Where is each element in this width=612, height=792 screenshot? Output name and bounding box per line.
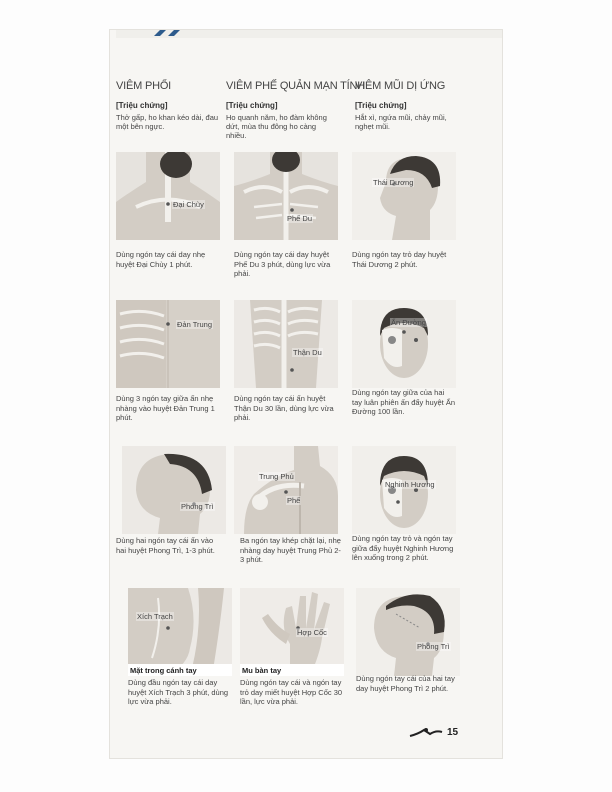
acupoint-label: Hợp Cốc xyxy=(297,628,327,637)
acupoint-label: Thận Du xyxy=(293,348,322,357)
instruction-caption: Dùng ngón tay cái của hai tay day huyệt Phong Trì 2 phút. xyxy=(356,674,455,693)
illustration-thai-duong xyxy=(352,152,456,240)
instruction-caption: Dùng ngón tay giữa của hai tay luân phiên ấn đẩy huyệt Ấn Đường 100 lần. xyxy=(352,388,455,416)
acupoint-label: Thái Dương xyxy=(373,178,414,187)
illustration-phe-du xyxy=(234,152,338,240)
illustration-dai-chuy xyxy=(116,152,220,240)
shoulder-chest-figure xyxy=(234,446,338,534)
upper-back-figure xyxy=(234,152,338,240)
acupoint-label: Xích Trạch xyxy=(137,612,173,621)
instruction-caption: Dùng ngón tay cái ấn huyệt Thận Du 30 lần, dùng lực vừa phải. xyxy=(234,394,334,422)
illustration-xich-trach xyxy=(128,588,232,676)
instruction-caption: Dùng ngón tay trỏ day huyệt Thái Dương 2 phút. xyxy=(352,250,447,269)
illustration-an-duong xyxy=(352,300,456,388)
acupoint-label: Phế Du xyxy=(287,214,313,223)
face-front-figure xyxy=(352,300,456,388)
inner-arm-figure xyxy=(128,588,232,676)
illustration-hop-coc xyxy=(240,588,344,676)
illustration-phong-tri-2 xyxy=(356,588,460,676)
column-title-viem-mui: VIÊM MŨI DỊ ỨNG xyxy=(355,80,446,92)
symptom-text: Thở gấp, ho khan kéo dài, đau một bên ngực. xyxy=(116,113,219,131)
acupoint-label: Trung Phủ xyxy=(259,472,294,481)
acupoint-label: Ấn Đường xyxy=(391,318,426,327)
illustration-trung-phu xyxy=(234,446,338,534)
acupoint-label: Phong Trì xyxy=(417,642,450,651)
hand-back-figure xyxy=(240,588,344,676)
column-title-viem-phe-quan: VIÊM PHẾ QUẢN MẠN TÍNH xyxy=(226,80,366,92)
symptom-text: Hắt xì, ngứa mũi, chảy mũi, nghẹt mũi. xyxy=(355,113,447,131)
instruction-caption: Ba ngón tay khép chặt lại, nhẹ nhàng day huyệt Trung Phủ 2-3 phút. xyxy=(240,536,341,564)
instruction-caption: Dùng ngón tay cái day huyệt Phế Du 3 phút, dùng lực vừa phải. xyxy=(234,250,331,278)
page-footer-ornament-icon xyxy=(408,724,444,740)
column-title-viem-phoi: VIÊM PHỔI xyxy=(116,80,172,92)
head-side-figure xyxy=(352,152,456,240)
acupoint-label: Phong Trì xyxy=(181,502,214,511)
chest-figure xyxy=(116,300,220,388)
lower-back-figure xyxy=(234,300,338,388)
illustration-than-du xyxy=(234,300,338,388)
illustration-phong-tri xyxy=(122,446,226,534)
instruction-caption: Dùng hai ngón tay cái ấn vào hai huyệt Phong Trì, 1-3 phút. xyxy=(116,536,215,555)
symptom-heading: [Triệu chứng] xyxy=(226,101,278,110)
acupoint-label: Đại Chùy xyxy=(173,200,204,209)
face-front-figure xyxy=(352,446,456,534)
illustration-dan-trung xyxy=(116,300,220,388)
symptom-text: Ho quanh năm, ho đàm không dứt, mùa thu đông ho càng nhiều. xyxy=(226,113,327,140)
instruction-caption: Dùng 3 ngón tay giữa ấn nhẹ nhàng vào huyệt Đản Trung 1 phút. xyxy=(116,394,215,422)
symptom-heading: [Triệu chứng] xyxy=(355,101,407,110)
top-decoration-icon xyxy=(150,30,190,36)
head-back-side-figure xyxy=(122,446,226,534)
neck-back-figure xyxy=(116,152,220,240)
organ-label: Phế xyxy=(287,496,301,505)
head-side-figure xyxy=(356,588,460,676)
instruction-caption: Dùng đầu ngón tay cái day huyệt Xích Trạch 3 phút, dùng lực vừa phải. xyxy=(128,678,229,706)
acupoint-label: Đản Trung xyxy=(177,320,213,329)
instruction-caption: Dùng ngón tay trỏ và ngón tay giữa đẩy huyệt Nghinh Hương lên xuống trong 2 phút. xyxy=(352,534,454,562)
view-caption: Mu bàn tay xyxy=(242,666,282,675)
instruction-caption: Dùng ngón tay cái và ngón tay trỏ day miết huyệt Hợp Cốc 30 lần, lực vừa phải. xyxy=(240,678,343,706)
view-caption: Mặt trong cánh tay xyxy=(130,666,197,675)
page-number: 15 xyxy=(447,727,459,738)
instruction-caption: Dùng ngón tay cái day nhẹ huyệt Đại Chùy 1 phút. xyxy=(116,250,206,269)
illustration-nghinh-huong xyxy=(352,446,456,534)
symptom-heading: [Triệu chứng] xyxy=(116,101,168,110)
acupoint-label: Nghinh Hương xyxy=(385,480,435,489)
